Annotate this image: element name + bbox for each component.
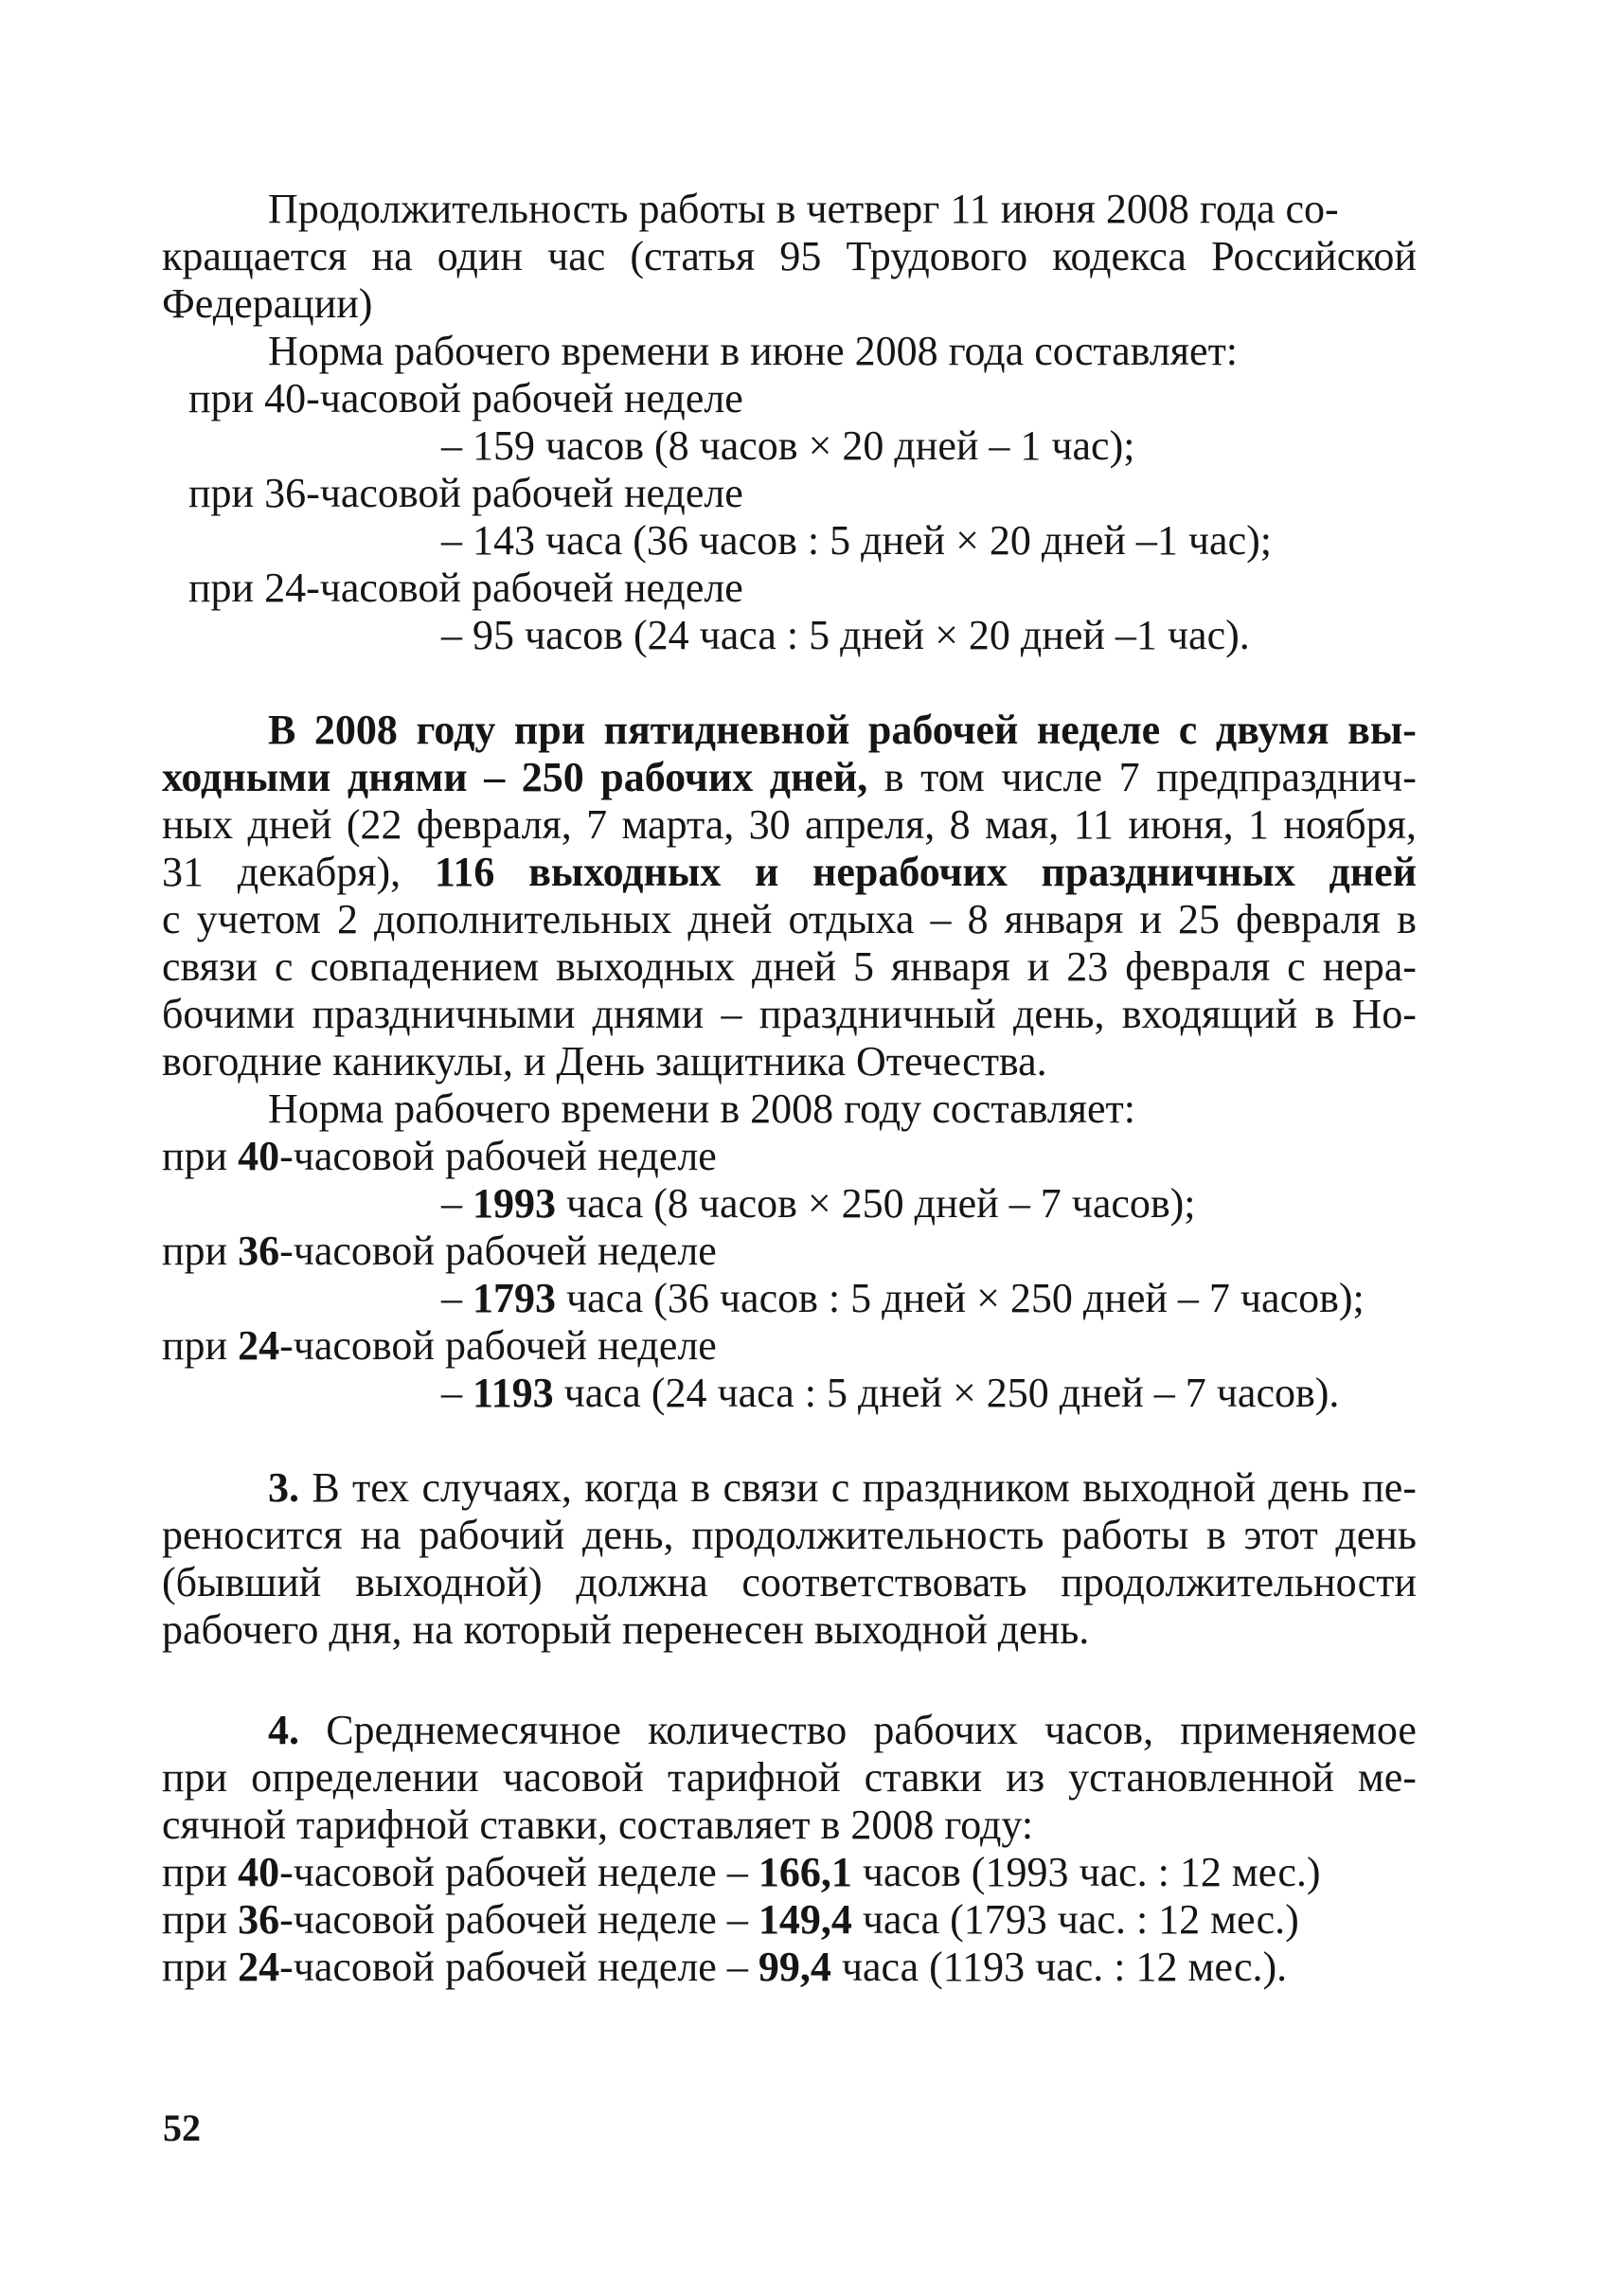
- word: В: [268, 707, 296, 753]
- text-run: –: [441, 1275, 473, 1321]
- bold-text: 36: [238, 1896, 280, 1943]
- text-line: [188, 565, 743, 612]
- text-run: -часовой рабочей неделе: [279, 1133, 717, 1179]
- word: связи: [162, 943, 258, 990]
- word: дней: [247, 801, 332, 848]
- bold-text: 36: [238, 1228, 280, 1274]
- text-line: [268, 1085, 1135, 1133]
- word: реносится: [162, 1512, 343, 1558]
- text-line: [162, 280, 372, 328]
- text-run: рабочего дня, на который перенесен выходной день.: [162, 1606, 1090, 1653]
- word: выходной): [355, 1559, 543, 1605]
- text-run: часа (36 часов : 5 дней × 250 дней – 7 часов);: [556, 1275, 1365, 1321]
- word: предпразднич-: [1156, 754, 1417, 800]
- text-line: [268, 707, 1417, 754]
- word: нера-: [1322, 943, 1417, 990]
- text-line: [162, 1754, 1417, 1802]
- word: тех: [351, 1464, 410, 1511]
- word: Среднемесячное: [326, 1707, 621, 1753]
- bold-text: 24: [238, 1944, 280, 1990]
- text-run: Норма рабочего времени в июне 2008 года составляет:: [268, 328, 1239, 374]
- text-line: [162, 943, 1417, 991]
- word: ноября,: [1283, 801, 1417, 848]
- word: день: [1335, 1512, 1417, 1558]
- word: (статья: [630, 233, 756, 279]
- word: 2008: [313, 707, 398, 753]
- text-run: -часовой рабочей неделе –: [279, 1849, 758, 1895]
- text-run: сячной тарифной ставки, составляет в 2008 году:: [162, 1802, 1034, 1848]
- text-line: [441, 422, 1134, 470]
- text-run: при 40-часовой рабочей неделе: [188, 375, 743, 421]
- text-run: -часовой рабочей неделе –: [279, 1944, 758, 1990]
- word: февраля: [1236, 896, 1382, 942]
- text-run: часа (24 часа : 5 дней × 250 дней – 7 часов).: [553, 1370, 1340, 1416]
- text-run: –: [441, 1370, 473, 1416]
- word: один: [437, 233, 523, 279]
- word: входящий: [1121, 991, 1298, 1037]
- word: работы: [1062, 1512, 1189, 1558]
- word: в: [1314, 991, 1335, 1037]
- word: В: [312, 1464, 340, 1511]
- text-line: [441, 1370, 1339, 1417]
- word: с: [1178, 707, 1198, 753]
- text-run: вогодние каникулы, и День защитника Отечества.: [162, 1038, 1047, 1085]
- word: в: [883, 754, 904, 800]
- word: 7: [1118, 754, 1140, 800]
- word: рабочей: [867, 707, 1019, 753]
- text-line: [268, 1464, 1417, 1512]
- text-line: [162, 1322, 717, 1370]
- word: ных: [162, 801, 234, 848]
- text-run: при: [162, 1896, 239, 1943]
- word: при: [513, 707, 586, 753]
- word: дней: [1329, 849, 1417, 895]
- word: праздничных: [1041, 849, 1295, 895]
- text-line: [162, 991, 1417, 1038]
- word: 23: [1066, 943, 1109, 990]
- text-line: [162, 233, 1417, 280]
- text-line: [268, 1707, 1417, 1754]
- word: праздничными: [312, 991, 576, 1037]
- word: с: [1287, 943, 1306, 990]
- word: Но-: [1351, 991, 1417, 1037]
- bold-text: 166,1: [758, 1849, 852, 1895]
- bold-text: 1793: [473, 1275, 556, 1321]
- text-line: [162, 896, 1417, 943]
- word: на: [360, 1512, 402, 1558]
- word: в: [1397, 896, 1417, 942]
- word: 8: [949, 801, 971, 848]
- text-line: [162, 801, 1417, 849]
- bold-text: 1193: [473, 1370, 554, 1416]
- word: на: [371, 233, 413, 279]
- word: Трудового: [846, 233, 1028, 279]
- bold-text: 40: [238, 1849, 280, 1895]
- word: апреля,: [805, 801, 936, 848]
- word: пе-: [1362, 1464, 1417, 1511]
- text-line: [188, 470, 743, 517]
- word: тарифной: [668, 1754, 841, 1801]
- word: днями: [347, 754, 468, 800]
- word: 30: [748, 801, 791, 848]
- text-run: Продолжительность работы в четверг 11 июня 2008 года со-: [268, 186, 1339, 232]
- word: часовой: [502, 1754, 644, 1801]
- text-line: [188, 375, 743, 422]
- bold-text: 149,4: [758, 1896, 852, 1943]
- text-run: часа (1193 час. : 12 мес.).: [830, 1944, 1288, 1990]
- word: с: [830, 1464, 850, 1511]
- word: 11: [1073, 801, 1115, 848]
- page-number: 52: [163, 2107, 201, 2149]
- text-run: -часовой рабочей неделе: [279, 1322, 717, 1369]
- text-line: [441, 1180, 1196, 1228]
- word: двумя: [1215, 707, 1330, 753]
- word: ставки: [864, 1754, 983, 1801]
- text-line: [162, 1896, 1299, 1944]
- word: 7: [586, 801, 608, 848]
- word: выходной: [1082, 1464, 1257, 1511]
- text-line: [162, 1802, 1033, 1849]
- word: вы-: [1347, 707, 1417, 753]
- word: 1: [1247, 801, 1269, 848]
- word: (бывший: [162, 1559, 322, 1605]
- text-line: [441, 517, 1272, 565]
- word: февраля,: [416, 801, 572, 848]
- word: днями: [592, 991, 705, 1037]
- word: связи: [723, 1464, 819, 1511]
- word: июня,: [1128, 801, 1234, 848]
- text-line: [162, 1606, 1089, 1654]
- text-line: [162, 1228, 717, 1275]
- word: числе: [1001, 754, 1103, 800]
- word: рабочий: [419, 1512, 565, 1558]
- word: праздничный: [758, 991, 996, 1037]
- word: с: [162, 896, 181, 942]
- word: году: [416, 707, 496, 753]
- word: должна: [576, 1559, 708, 1605]
- word: кращается: [162, 233, 348, 279]
- word: 31: [162, 849, 204, 895]
- word: день: [1268, 1464, 1349, 1511]
- text-run: при 24-часовой рабочей неделе: [188, 565, 743, 611]
- text-run: часа (1793 час. : 12 мес.): [851, 1896, 1299, 1943]
- word: 2: [336, 896, 358, 942]
- word: отдыха: [788, 896, 915, 942]
- word: нерабочих: [812, 849, 1008, 895]
- word: февраля: [1125, 943, 1271, 990]
- word: января: [891, 943, 1010, 990]
- word: продолжительности: [1061, 1559, 1417, 1605]
- word: при: [162, 1754, 228, 1801]
- word: (22: [346, 801, 402, 848]
- word: пятидневной: [603, 707, 850, 753]
- word: час: [547, 233, 606, 279]
- text-line: [162, 754, 1417, 801]
- text-line: [162, 849, 1417, 896]
- word: выходных: [556, 943, 736, 990]
- text-run: при: [162, 1849, 239, 1895]
- word: дней: [687, 896, 773, 942]
- word: когда: [584, 1464, 679, 1511]
- text-run: часов (1993 час. : 12 мес.): [851, 1849, 1321, 1895]
- word: 25: [1178, 896, 1221, 942]
- word: дней: [752, 943, 837, 990]
- word: продолжительность: [691, 1512, 1044, 1558]
- word: дней,: [769, 754, 868, 800]
- word: количество: [648, 1707, 848, 1753]
- word: в: [690, 1464, 711, 1511]
- word: рабочих: [873, 1707, 1018, 1753]
- word: –: [484, 754, 506, 800]
- word: применяемое: [1180, 1707, 1417, 1753]
- text-run: при: [162, 1322, 239, 1369]
- word: декабря),: [237, 849, 402, 895]
- text-line: [441, 1275, 1365, 1322]
- word: из: [1006, 1754, 1045, 1801]
- word: 8: [967, 896, 989, 942]
- text-run: – 159 часов (8 часов × 20 дней – 1 час);: [441, 422, 1135, 469]
- text-run: Федерации): [162, 280, 373, 327]
- word: января: [1004, 896, 1124, 942]
- word: ходными: [162, 754, 331, 800]
- word: 4.: [268, 1707, 299, 1753]
- word: и: [754, 849, 779, 895]
- text-line: [162, 1849, 1321, 1896]
- word: том: [920, 754, 985, 800]
- bold-text: 40: [238, 1133, 280, 1179]
- word: неделе: [1036, 707, 1161, 753]
- word: совпадением: [310, 943, 540, 990]
- text-line: [162, 1512, 1417, 1559]
- text-line: [441, 612, 1250, 659]
- text-run: -часовой рабочей неделе: [279, 1228, 717, 1274]
- word: рабочих: [600, 754, 754, 800]
- word: Российской: [1211, 233, 1417, 279]
- word: праздником: [862, 1464, 1070, 1511]
- word: бочими: [162, 991, 295, 1037]
- word: –: [721, 991, 742, 1037]
- text-line: [162, 1038, 1047, 1085]
- text-run: часа (8 часов × 250 дней – 7 часов);: [556, 1180, 1196, 1227]
- text-run: при: [162, 1944, 239, 1990]
- bold-text: 24: [238, 1322, 280, 1369]
- text-run: – 143 часа (36 часов : 5 дней × 20 дней –1 час);: [441, 517, 1272, 564]
- word: мая,: [984, 801, 1060, 848]
- text-line: [268, 328, 1238, 375]
- word: день,: [1012, 991, 1105, 1037]
- text-line: [162, 1944, 1287, 1991]
- word: соответствовать: [741, 1559, 1027, 1605]
- text-run: –: [441, 1180, 473, 1227]
- word: –: [930, 896, 952, 942]
- word: установленной: [1068, 1754, 1334, 1801]
- word: этот: [1243, 1512, 1318, 1558]
- word: и: [1139, 896, 1162, 942]
- word: 3.: [268, 1464, 299, 1511]
- word: 5: [853, 943, 875, 990]
- word: выходных: [528, 849, 722, 895]
- word: часов,: [1044, 1707, 1154, 1753]
- text-run: при 36-часовой рабочей неделе: [188, 470, 743, 516]
- word: 250: [521, 754, 584, 800]
- text-run: – 95 часов (24 часа : 5 дней × 20 дней –1 час).: [441, 612, 1250, 658]
- text-run: -часовой рабочей неделе –: [279, 1896, 758, 1943]
- word: и: [1026, 943, 1050, 990]
- word: марта,: [621, 801, 735, 848]
- text-run: при: [162, 1133, 239, 1179]
- text-line: [162, 1133, 717, 1180]
- word: определении: [251, 1754, 479, 1801]
- word: случаях,: [421, 1464, 572, 1511]
- word: ме-: [1357, 1754, 1417, 1801]
- text-run: Норма рабочего времени в 2008 году составляет:: [268, 1085, 1136, 1132]
- word: учетом: [196, 896, 321, 942]
- bold-text: 99,4: [758, 1944, 831, 1990]
- word: в: [1206, 1512, 1226, 1558]
- text-line: [162, 1559, 1417, 1606]
- bold-text: 1993: [473, 1180, 556, 1227]
- word: 116: [434, 849, 495, 895]
- text-line: [268, 186, 1339, 233]
- text-run: при: [162, 1228, 239, 1274]
- word: дополнительных: [374, 896, 672, 942]
- word: с: [274, 943, 294, 990]
- word: кодекса: [1052, 233, 1187, 279]
- word: день,: [581, 1512, 674, 1558]
- word: 95: [779, 233, 822, 279]
